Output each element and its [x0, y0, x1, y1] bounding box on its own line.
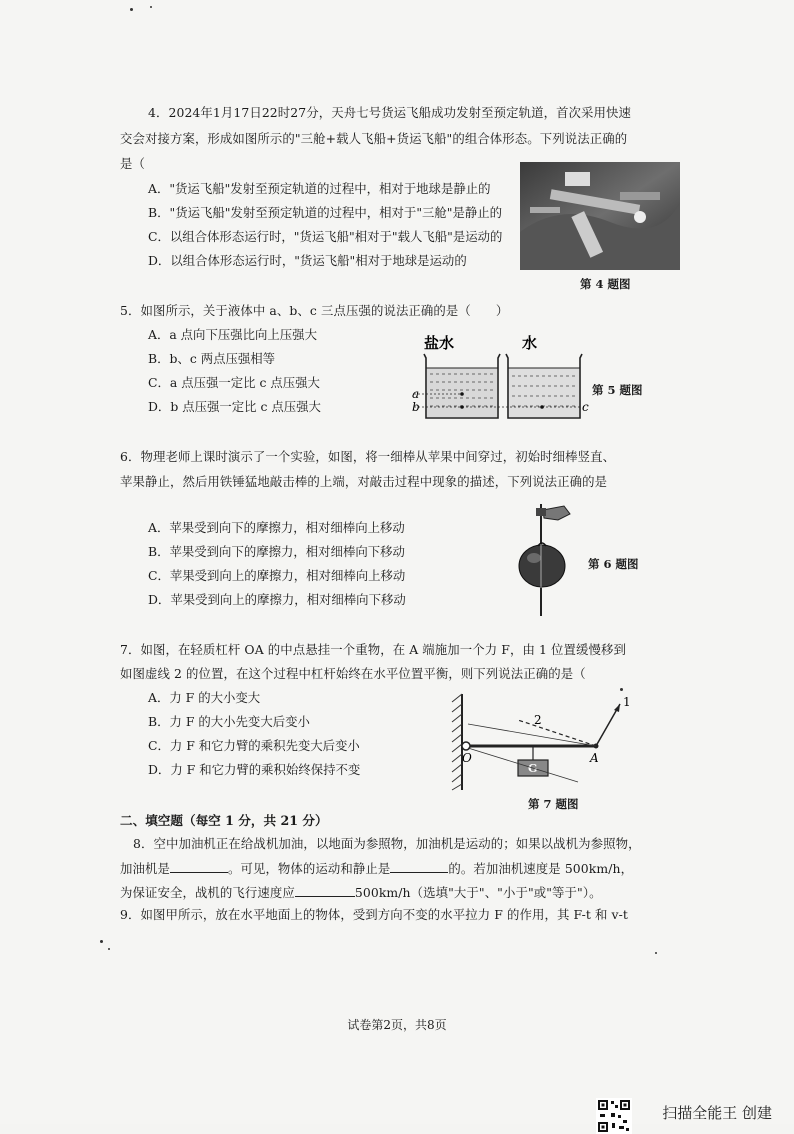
q9-line1: 9．如图甲所示，放在水平地面上的物体，受到方向不变的水平拉力 F 的作用，其 F-t 和 v-t [120, 907, 629, 922]
q7-label-2: 2 [534, 713, 542, 727]
q7-option-a: A．力 F 的大小变大 [148, 690, 261, 705]
q7-option-c: C．力 F 和它力臂的乘积先变大后变小 [148, 738, 360, 753]
q4-line3: 是（ [120, 156, 145, 171]
q7-option-b: B．力 F 的大小先变大后变小 [148, 714, 310, 729]
q7-lever-figure [448, 690, 638, 792]
q4-option-b: B．"货运飞船"发射至预定轨道的过程中，相对于"三舱"是静止的 [148, 205, 503, 220]
q8-line2-part3: 的。若加油机速度是 500km/h， [448, 861, 634, 876]
q6-option-b: B．苹果受到向下的摩擦力，相对细棒向下移动 [148, 544, 405, 559]
scan-speck [655, 952, 657, 954]
q4-spacecraft-photo [520, 162, 680, 270]
qr-code-icon [596, 1098, 632, 1134]
q5-point-a: a [412, 387, 420, 401]
q7-line2: 如图虚线 2 的位置，在这个过程中杠杆始终在水平位置平衡，则下列说法正确的是（ [120, 666, 586, 681]
q5-label-water: 水 [522, 334, 538, 352]
q4-option-d: D．以组合体形态运行时，"货运飞船"相对于地球是运动的 [148, 253, 467, 268]
q6-line1: 6．物理老师上课时演示了一个实验，如图，将一细棒从苹果中间穿过，初始时细棒竖直、 [120, 449, 616, 464]
q7-label-1: 1 [623, 695, 631, 709]
q8-blank-2[interactable] [390, 860, 448, 873]
q7-option-d: D．力 F 和它力臂的乘积始终保持不变 [148, 762, 361, 777]
q5-label-saltwater: 盐水 [424, 334, 455, 352]
q6-option-a: A．苹果受到向下的摩擦力，相对细棒向上移动 [148, 520, 405, 535]
q6-option-d: D．苹果受到向上的摩擦力，相对细棒向下移动 [148, 592, 406, 607]
q8-line3-part2: 500km/h（选填"大于"、"小于"或"等于"）。 [354, 885, 602, 900]
q5-option-a: A．a 点向下压强比向上压强大 [148, 327, 317, 342]
q6-line2: 苹果静止，然后用铁锤猛地敲击棒的上端，对敲击过程中现象的描述，下列说法正确的是 [120, 474, 608, 489]
q5-point-c: c [582, 400, 589, 414]
q8-line2 [120, 860, 633, 877]
q4-line1: 4．2024年1月17日22时27分，天舟七号货运飞船成功发射至预定轨道，首次采用快速 [148, 105, 632, 120]
q5-stem: 5．如图所示，关于液体中 a、b、c 三点压强的说法正确的是（ ） [120, 303, 509, 318]
q8-blank-1[interactable] [170, 860, 228, 873]
q8-line2-part1: 加油机是 [120, 861, 170, 876]
q7-line1: 7．如图，在轻质杠杆 OA 的中点悬挂一个重物，在 A 端施加一个力 F，由 1 位置缓慢移到 [120, 642, 626, 657]
q4-option-c: C．以组合体形态运行时，"货运飞船"相对于"载人飞船"是运动的 [148, 229, 503, 244]
q7-caption: 第 7 题图 [528, 797, 579, 811]
scan-speck [620, 688, 623, 691]
scan-speck [150, 6, 152, 8]
q5-point-b: b [412, 400, 420, 414]
scan-speck [100, 940, 103, 943]
q5-option-c: C．a 点压强一定比 c 点压强大 [148, 375, 320, 390]
scan-speck [108, 948, 110, 950]
scanner-watermark: 扫描全能王 创建 [662, 1104, 772, 1122]
q8-line3-part1: 为保证安全，战机的飞行速度应 [120, 885, 295, 900]
q8-blank-3[interactable] [295, 884, 355, 897]
scan-speck [130, 8, 133, 11]
q5-beakers-figure [412, 330, 592, 425]
q8-line1: 8．空中加油机正在给战机加油，以地面为参照物，加油机是运动的；如果以战机为参照物， [133, 836, 641, 851]
q6-apple-rod-figure [514, 500, 584, 618]
section-2-heading: 二、填空题（每空 1 分，共 21 分） [120, 813, 328, 828]
q7-label-o: O [462, 751, 472, 765]
q6-option-c: C．苹果受到向上的摩擦力，相对细棒向上移动 [148, 568, 406, 583]
q5-option-d: D．b 点压强一定比 c 点压强大 [148, 399, 321, 414]
q5-caption: 第 5 题图 [592, 383, 643, 397]
q4-caption: 第 4 题图 [580, 277, 631, 291]
q6-caption: 第 6 题图 [588, 557, 639, 571]
q4-line2: 交会对接方案，形成如图所示的"三舱+载人飞船+货运飞船"的组合体形态。下列说法正确的 [120, 131, 628, 146]
q4-option-a: A．"货运飞船"发射至预定轨道的过程中，相对于地球是静止的 [148, 181, 491, 196]
q5-option-b: B．b、c 两点压强相等 [148, 351, 276, 366]
q8-line3 [120, 884, 602, 901]
q8-line2-part2: 。可见，物体的运动和静止是 [227, 861, 391, 876]
page-footer: 试卷第2页，共8页 [347, 1018, 447, 1032]
q7-label-a: A [590, 751, 599, 765]
q7-label-g: G [528, 762, 538, 775]
